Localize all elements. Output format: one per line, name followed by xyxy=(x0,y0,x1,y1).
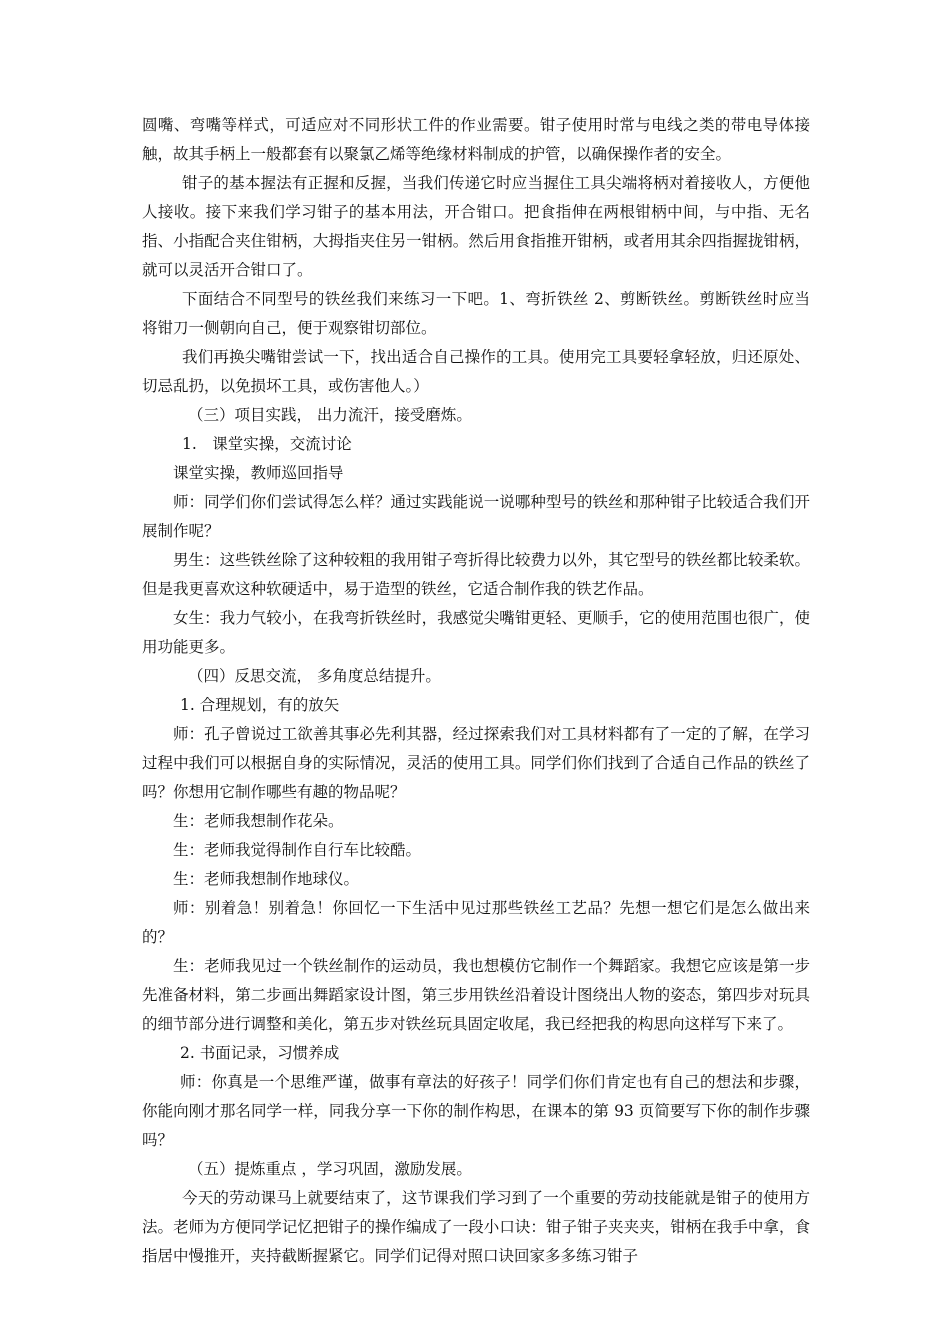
section-heading: （五）提炼重点 ，学习巩固，激励发展。 xyxy=(188,1160,472,1178)
subsection-heading: 2. 书面记录，习惯养成 xyxy=(180,1044,340,1062)
subsection-heading: 1. 课堂实操，交流讨论 xyxy=(182,435,352,453)
paragraph: 师：你真是一个思维严谨，做事有章法的好孩子！同学们你们肯定也有自己的想法和步骤，你能向刚才那名同学一样，同我分享一下你的制作构思，在课本的第 93 页简要写下你的制作步骤吗？ xyxy=(142,1073,810,1149)
section-heading: （三）项目实践， 出力流汗，接受磨炼。 xyxy=(188,406,472,424)
paragraph: 生：老师我见过一个铁丝制作的运动员，我也想模仿它制作一个舞蹈家。我想它应该是第一步先准备材料，第二步画出舞蹈家设计图，第三步用铁丝沿着设计图绕出人物的姿态，第四步对玩具的细节部分进行调整和美化，第五步对铁丝玩具固定收尾，我已经把我的构思向这样写下来了。 xyxy=(142,957,810,1033)
section-heading: （四）反思交流， 多角度总结提升。 xyxy=(188,667,441,685)
paragraph: 男生：这些铁丝除了这种较粗的我用钳子弯折得比较费力以外，其它型号的铁丝都比较柔软。但是我更喜欢这种软硬适中，易于造型的铁丝，它适合制作我的铁艺作品。 xyxy=(142,551,810,598)
paragraph: 课堂实操，教师巡回指导 xyxy=(173,464,344,482)
paragraph: 师：孔子曾说过工欲善其事必先利其器，经过探索我们对工具材料都有了一定的了解，在学习过程中我们可以根据自身的实际情况，灵活的使用工具。同学们你们找到了合适自己作品的铁丝了吗？你想用它制作哪些有趣的物品呢？ xyxy=(142,725,810,801)
paragraph: 生：老师我想制作花朵。 xyxy=(173,812,344,830)
paragraph: 生：老师我想制作地球仪。 xyxy=(173,870,360,888)
paragraph: 今天的劳动课马上就要结束了，这节课我们学习到了一个重要的劳动技能就是钳子的使用方法。老师为方便同学记忆把钳子的操作编成了一段小口诀：钳子钳子夹夹夹，钳柄在我手中拿，食指居中慢推开，夹持截断握紧它。同学们记得对照口诀回家多多练习钳子 xyxy=(142,1189,810,1265)
document-body xyxy=(142,111,810,1271)
paragraph: 下面结合不同型号的铁丝我们来练习一下吧。1、弯折铁丝 2、剪断铁丝。剪断铁丝时应当将钳刀一侧朝向自己，便于观察钳切部位。 xyxy=(142,290,810,337)
paragraph: 圆嘴、弯嘴等样式，可适应对不同形状工件的作业需要。钳子使用时常与电线之类的带电导体接触，故其手柄上一般都套有以聚氯乙烯等绝缘材料制成的护管，以确保操作者的安全。 xyxy=(142,116,810,163)
paragraph: 钳子的基本握法有正握和反握，当我们传递它时应当握住工具尖端将柄对着接收人，方便他人接收。接下来我们学习钳子的基本用法，开合钳口。把食指伸在两根钳柄中间，与中指、无名指、小指配合夹住钳柄，大拇指夹住另一钳柄。然后用食指推开钳柄，或者用其余四指握拢钳柄，就可以灵活开合钳口了。 xyxy=(142,174,810,279)
paragraph: 生：老师我觉得制作自行车比较酷。 xyxy=(173,841,422,859)
subsection-heading: 1. 合理规划，有的放矢 xyxy=(180,696,340,714)
paragraph: 师：同学们你们尝试得怎么样？通过实践能说一说哪种型号的铁丝和那种钳子比较适合我们开展制作呢？ xyxy=(142,493,810,540)
paragraph: 我们再换尖嘴钳尝试一下，找出适合自己操作的工具。使用完工具要轻拿轻放，归还原处、切忌乱扔，以免损坏工具，或伤害他人。） xyxy=(142,348,810,395)
paragraph: 女生：我力气较小，在我弯折铁丝时，我感觉尖嘴钳更轻、更顺手，它的使用范围也很广，使用功能更多。 xyxy=(142,609,810,656)
paragraph: 师：别着急！别着急！你回忆一下生活中见过那些铁丝工艺品？先想一想它们是怎么做出来的？ xyxy=(142,899,810,946)
